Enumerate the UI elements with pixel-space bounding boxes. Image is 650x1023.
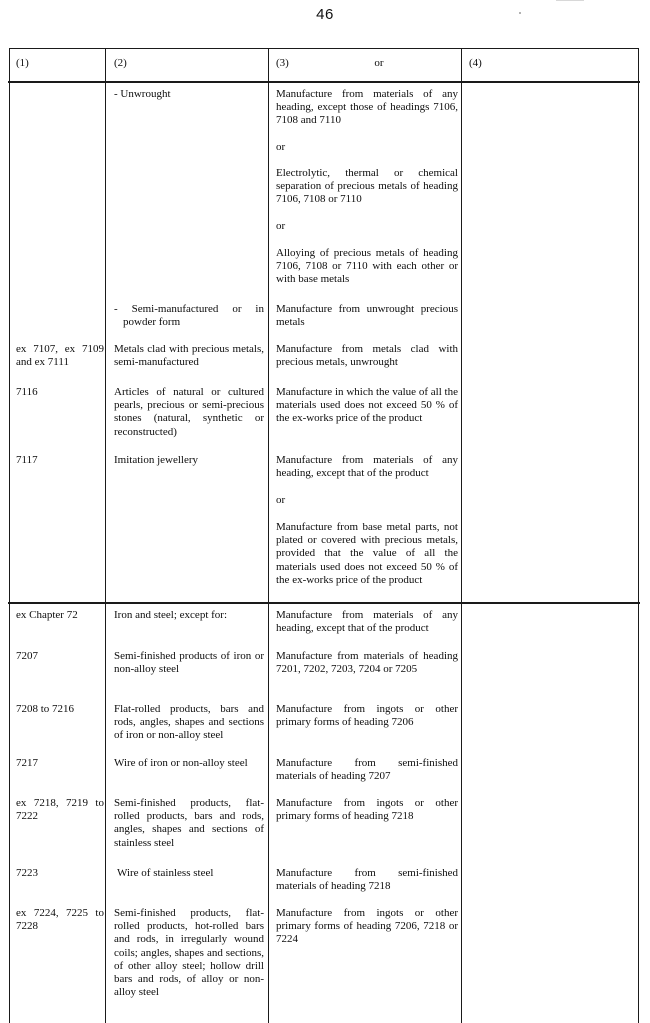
table-row-10-code: ex 7218, 7219 to 7222: [16, 797, 104, 823]
table-row-8-rule-a: Manufacture from ingots or other primary forms of heading 7206: [276, 703, 458, 729]
table-row-12-description: Semi-finished products, flat-rolled products, hot-rolled bars and rods, in irregularly wound coils; angles, shapes and sections, of other alloy steel; hollow drill bars and rods, of alloy or non-alloy steel: [114, 907, 264, 999]
column-divider-2: [268, 49, 269, 1023]
table-row-11-description: Wire of stainless steel: [117, 867, 214, 879]
column-divider-1: [105, 49, 106, 1023]
table-row-2-description: - Semi-manufactured or in powder form: [114, 303, 264, 329]
table-row-8-description: Flat-rolled products, bars and rods, angles, shapes and sections of iron or non-alloy steel: [114, 703, 264, 742]
table-row-5-code: 7117: [16, 454, 38, 466]
section-divider-chapter-72: [8, 602, 639, 604]
table-row-1-rule-c: Alloying of precious metals of heading 7106, 7108 or 7110 with each other or with base metals: [276, 247, 458, 286]
scan-artifact-dot: [519, 12, 521, 14]
table-row-6-description: Iron and steel; except for:: [114, 609, 228, 621]
header-cell-3: [276, 57, 468, 70]
table-row-10-description: Semi-finished products, flat-rolled products, bars and rods, angles, shapes and sections of stainless steel: [114, 797, 264, 849]
table-row-1-rule-b: Electrolytic, thermal or chemical separation of precious metals of heading 7106, 7108 or 7110: [276, 167, 458, 206]
table-row-7-code: 7207: [16, 650, 38, 662]
table-row-7-rule-a: Manufacture from materials of heading 7201, 7202, 7203, 7204 or 7205: [276, 650, 458, 676]
table-row-8-code: 7208 to 7216: [16, 703, 75, 715]
page-number: 46: [316, 6, 334, 23]
table-row-4-rule-a: Manufacture in which the value of all the materials used does not exceed 50 % of the ex-works price of the product: [276, 386, 458, 425]
table-row-6-code: ex Chapter 72: [16, 609, 78, 621]
table-row-7-description: Semi-finished products of iron or non-alloy steel: [114, 650, 264, 676]
header-cell-1: (1): [16, 57, 29, 69]
table-row-11-code: 7223: [16, 867, 38, 879]
table-row-1-or-2: or: [276, 220, 286, 232]
table-row-11-rule-a: Manufacture from semi-finished materials of heading 7218: [276, 867, 458, 893]
table-row-3-description: Metals clad with precious metals, semi-manufactured: [114, 343, 264, 369]
table-row-5-rule-b: Manufacture from base metal parts, not plated or covered with precious metals, provided that the value of all the materials used does not exceed 50 % of the ex-works price of the product: [276, 521, 458, 586]
header-cell-3-label: (3): [276, 57, 289, 69]
table-row-4-code: 7116: [16, 386, 38, 398]
table-row-5-rule-a: Manufacture from materials of any heading, except that of the product: [276, 454, 458, 480]
table-row-10-rule-a: Manufacture from ingots or other primary forms of heading 7218: [276, 797, 458, 823]
table-row-4-description: Articles of natural or cultured pearls, precious or semi-precious stones (natural, synthetic or reconstructed): [114, 386, 264, 438]
table-row-9-description: Wire of iron or non-alloy steel: [114, 757, 248, 769]
table-row-1-description: - Unwrought: [114, 88, 171, 100]
table-row-3-rule-a: Manufacture from metals clad with precious metals, unwrought: [276, 343, 458, 369]
header-divider: [8, 81, 639, 83]
header-cell-3-or: or: [374, 57, 384, 69]
table-row-3-code: ex 7107, ex 7109 and ex 7111: [16, 343, 104, 369]
rules-of-origin-table: [9, 48, 639, 1023]
table-row-9-rule-a: Manufacture from semi-finished materials of heading 7207: [276, 757, 458, 783]
table-row-5-or-1: or: [276, 494, 286, 506]
header-cell-4: (4): [469, 57, 482, 69]
table-row-5-description: Imitation jewellery: [114, 454, 198, 466]
table-row-1-rule-a: Manufacture from materials of any heading, except those of headings 7106, 7108 and 7110: [276, 88, 458, 127]
table-row-12-code: ex 7224, 7225 to 7228: [16, 907, 104, 933]
table-row-12-rule-a: Manufacture from ingots or other primary forms of heading 7206, 7218 or 7224: [276, 907, 458, 946]
scan-artifact-line: [556, 0, 584, 1]
column-divider-3: [461, 49, 462, 1023]
header-cell-2: (2): [114, 57, 127, 69]
table-row-6-rule-a: Manufacture from materials of any heading, except that of the product: [276, 609, 458, 635]
table-row-9-code: 7217: [16, 757, 38, 769]
table-row-2-rule-a: Manufacture from unwrought precious metals: [276, 303, 458, 329]
table-row-1-or-1: or: [276, 141, 286, 153]
